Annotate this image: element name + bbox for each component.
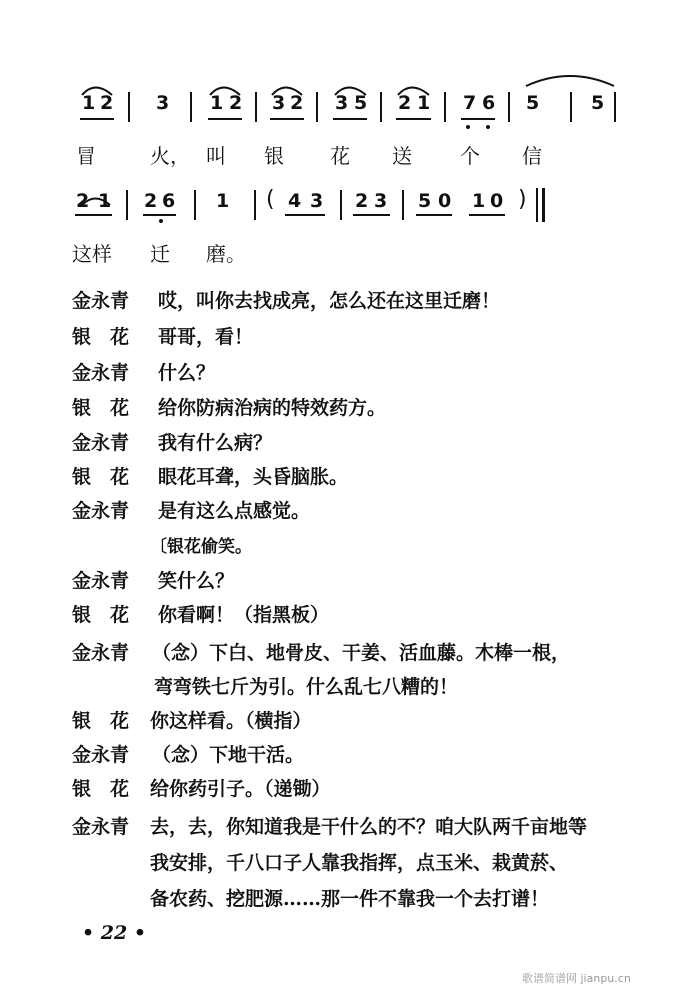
final-bar-line xyxy=(542,188,545,222)
speaker-name: 金永青 xyxy=(72,500,130,522)
lyric: 银 xyxy=(264,144,284,168)
lyric: 磨。 xyxy=(206,242,246,266)
slur xyxy=(82,88,112,96)
note: 0 xyxy=(490,190,504,212)
speaker-name: 银 花 xyxy=(72,710,130,732)
speaker-name: 金永青 xyxy=(72,432,130,454)
note: 6 xyxy=(482,92,496,114)
speaker-name: 金永青 xyxy=(72,744,130,766)
watermark: 歌谱简谱网 jianpu.cn xyxy=(522,972,631,985)
lyric: 花 xyxy=(330,144,350,168)
lyric: 叫 xyxy=(206,144,226,168)
dialogue-line: （念）下地干活。 xyxy=(152,744,305,766)
dialogue-line: 你看啊！（指黑板） xyxy=(158,604,330,626)
note: 2 xyxy=(144,190,158,212)
page-number: • 22 • xyxy=(82,922,146,944)
slur xyxy=(210,88,240,96)
bar-line xyxy=(340,190,342,220)
note: 2 xyxy=(290,92,304,114)
speaker-name: 金永青 xyxy=(72,642,130,664)
speaker-name: 银 花 xyxy=(72,466,130,488)
note: 1 xyxy=(82,92,96,114)
note: 6 xyxy=(162,190,176,212)
slur xyxy=(335,88,366,96)
dialogue-line: 我安排，千八口子人靠我指挥，点玉米、栽黄菸、 xyxy=(150,852,569,874)
note: 3 xyxy=(310,190,324,212)
note: 5 xyxy=(418,190,432,212)
note: 2 xyxy=(398,92,412,114)
speaker-name: 金永青 xyxy=(72,570,130,592)
note: 3 xyxy=(272,92,286,114)
bar-line xyxy=(402,190,404,220)
dialogue-line: 眼花耳聋，头昏脑胀。 xyxy=(158,466,349,488)
note: ( xyxy=(266,187,275,212)
speaker-name: 银 花 xyxy=(72,397,130,419)
lyric: 信 xyxy=(522,144,542,168)
note: 4 xyxy=(288,190,302,212)
lyric: 这样 xyxy=(72,242,112,266)
dialogue-line: 哥哥，看！ xyxy=(158,326,254,348)
note: 3 xyxy=(156,92,170,114)
note: 5 xyxy=(354,92,368,114)
lyric: 火， xyxy=(150,144,190,168)
dialogue-line: 给你药引子。（递锄） xyxy=(150,778,331,800)
note: 5 xyxy=(591,92,605,114)
score-row-2 xyxy=(0,187,690,230)
note: 3 xyxy=(374,190,388,212)
dialogue-line: 什么？ xyxy=(158,362,216,384)
speaker-name: 银 花 xyxy=(72,778,130,800)
note: 5 xyxy=(526,92,540,114)
note: 2 xyxy=(100,92,114,114)
note: 1 xyxy=(417,92,431,114)
note: 1 xyxy=(216,190,230,212)
note: 2 xyxy=(229,92,243,114)
note: 2 xyxy=(76,190,90,212)
dialogue-line: 是有这么点感觉。 xyxy=(158,500,311,522)
note: 0 xyxy=(438,190,452,212)
bar-line xyxy=(126,190,128,220)
speaker-name: 银 花 xyxy=(72,326,130,348)
dialogue-line: 笑什么？ xyxy=(158,570,235,592)
dialogue-line: 给你防病治病的特效药方。 xyxy=(158,397,387,419)
lyric: 迁 xyxy=(150,242,170,266)
dialogue-line: 你这样看。（横指） xyxy=(150,710,312,732)
dialogue-line: 备农药、挖肥源……那一件不靠我一个去打谱！ xyxy=(150,888,550,910)
note: 1 xyxy=(98,190,112,212)
lyric: 个 xyxy=(460,144,480,168)
speaker-name: 金永青 xyxy=(72,362,130,384)
speaker-name: 银 花 xyxy=(72,604,130,626)
stage-direction: 〔银花偷笑。 xyxy=(150,537,252,557)
speaker-name: 金永青 xyxy=(72,816,130,838)
note: 3 xyxy=(335,92,349,114)
note: 1 xyxy=(210,92,224,114)
dialogue-line: 哎，叫你去找成亮，怎么还在这里迁磨！ xyxy=(158,290,501,312)
note: 2 xyxy=(355,190,369,212)
bar-line xyxy=(536,188,538,222)
lyric: 送 xyxy=(392,144,412,168)
note: 1 xyxy=(472,190,486,212)
dialogue-line: 去，去，你知道我是干什么的不？咱大队两千亩地等 xyxy=(150,816,588,838)
dialogue-line: 我有什么病？ xyxy=(158,432,273,454)
bar-line xyxy=(254,190,256,220)
bar-line xyxy=(194,190,196,220)
dialogue-line: （念）下白、地骨皮、干姜、活血藤。木棒一根， xyxy=(152,642,571,664)
slur xyxy=(526,76,614,86)
speaker-name: 金永青 xyxy=(72,290,130,312)
dialogue-line: 弯弯铁七斤为引。什么乱七八糟的！ xyxy=(154,676,459,698)
octave-dot xyxy=(486,125,490,129)
note: 7 xyxy=(463,92,477,114)
note: ) xyxy=(518,187,527,212)
slur xyxy=(398,88,429,96)
octave-dot xyxy=(466,125,470,129)
slur xyxy=(272,88,302,96)
lyric: 冒 xyxy=(76,144,96,168)
